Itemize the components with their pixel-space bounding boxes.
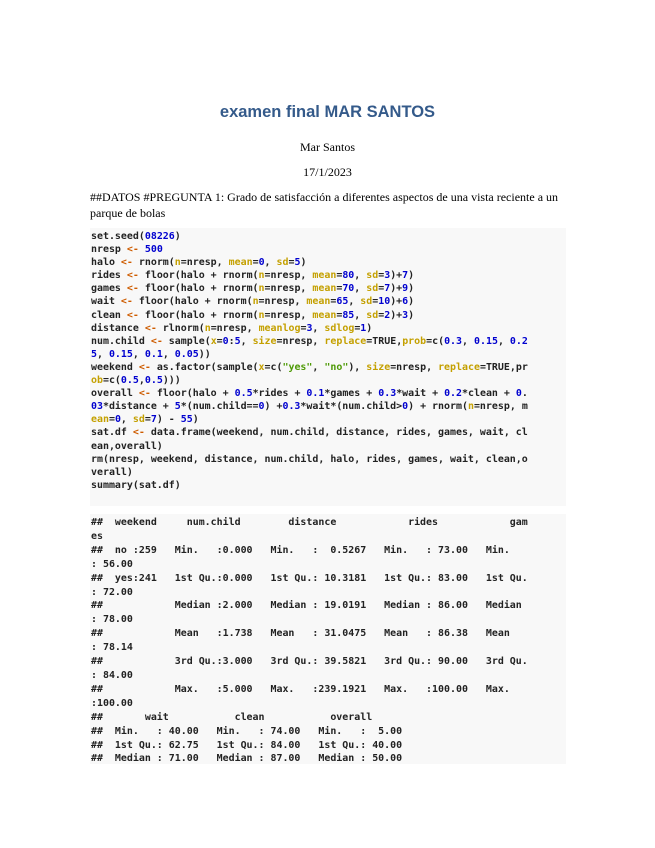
output-line: ## Min. : 40.00 Min. : 74.00 Min. : 5.00: [91, 725, 403, 737]
output-line: ## 3rd Qu.:3.000 3rd Qu.: 39.5821 3rd Qu.: 90.00 3rd Qu.: [91, 656, 528, 668]
document-author: Mar Santos: [300, 140, 355, 154]
output-line: ## weekend num.child distance rides gam: [91, 517, 528, 528]
code-line: clean <- floor(halo + rnorm(n=nresp, mean=85, sd=2)+3): [91, 309, 415, 321]
output-line: : 84.00: [91, 669, 133, 681]
r-code-block: [90, 228, 566, 506]
code-line: rm(nresp, weekend, distance, num.child, halo, rides, games, wait, clean,o: [91, 453, 528, 465]
output-line: ## Mean :1.738 Mean : 31.0475 Mean : 86.38 Mean: [91, 628, 528, 640]
output-line: : 78.00: [91, 614, 133, 626]
output-line: ## no :259 Min. :0.000 Min. : 0.5267 Min. : 73.00 Min.: [91, 544, 522, 556]
code-line: games <- floor(halo + rnorm(n=nresp, mean=70, sd=7)+9): [91, 283, 415, 295]
code-line: distance <- rlnorm(n=nresp, meanlog=3, sdlog=1): [91, 322, 373, 334]
code-line: overall <- floor(halo + 0.5*rides + 0.1*games + 0.3*wait + 0.2*clean + 0.: [91, 388, 528, 400]
code-line: weekend <- as.factor(sample(x=c("yes", "no"), size=nresp, replace=TRUE,pr: [91, 361, 528, 373]
code-line: ean=0, sd=7) - 55): [91, 414, 199, 426]
output-line: : 72.00: [91, 586, 133, 598]
code-line: 03*distance + 5*(num.child==0) +0.3*wait*(num.child>0) + rnorm(n=nresp, m: [91, 401, 528, 413]
code-line: halo <- rnorm(n=nresp, mean=0, sd=5): [91, 257, 307, 269]
output-line: ## wait clean overall: [91, 711, 373, 723]
code-line: summary(sat.df): [91, 479, 181, 491]
code-line: nresp <- 500: [91, 244, 163, 256]
output-line: ## Median : 71.00 Median : 87.00 Median : 50.00: [91, 753, 403, 764]
output-line: ## 1st Qu.: 62.75 1st Qu.: 84.00 1st Qu.: 40.00: [91, 739, 403, 751]
output-line: ## Median :2.000 Median : 19.0191 Median : 86.00 Median: [91, 600, 528, 612]
code-line: verall): [91, 466, 133, 478]
document-date: 17/1/2023: [303, 165, 352, 179]
r-output-block: [90, 514, 566, 764]
code-line: 5, 0.15, 0.1, 0.05)): [91, 348, 211, 360]
code-line: wait <- floor(halo + rnorm(n=nresp, mean=65, sd=10)+6): [91, 296, 415, 308]
code-line: rides <- floor(halo + rnorm(n=nresp, mean=80, sd=3)+7): [91, 270, 415, 282]
code-line: sat.df <- data.frame(weekend, num.child, distance, rides, games, wait, cl: [91, 427, 528, 439]
output-line: :100.00: [91, 697, 133, 709]
section-heading: ##DATOS #PREGUNTA 1: Grado de satisfacción a diferentes aspectos de una vista reciente a un parque de bolas: [90, 190, 559, 220]
output-line: : 78.14: [91, 642, 133, 654]
output-line: ## yes:241 1st Qu.:0.000 1st Qu.: 10.3181 1st Qu.: 83.00 1st Qu.: [91, 572, 528, 584]
code-line: num.child <- sample(x=0:5, size=nresp, replace=TRUE,prob=c(0.3, 0.15, 0.2: [91, 335, 528, 347]
document-title: examen final MAR SANTOS: [219, 103, 436, 121]
code-line: ean,overall): [91, 440, 163, 452]
output-line: : 56.00: [91, 558, 133, 570]
code-line: set.seed(08226): [91, 231, 181, 242]
code-line: ob=c(0.5,0.5))): [91, 375, 181, 387]
output-line: ## Max. :5.000 Max. :239.1921 Max. :100.00 Max.: [91, 683, 528, 695]
output-line: es: [91, 530, 103, 542]
